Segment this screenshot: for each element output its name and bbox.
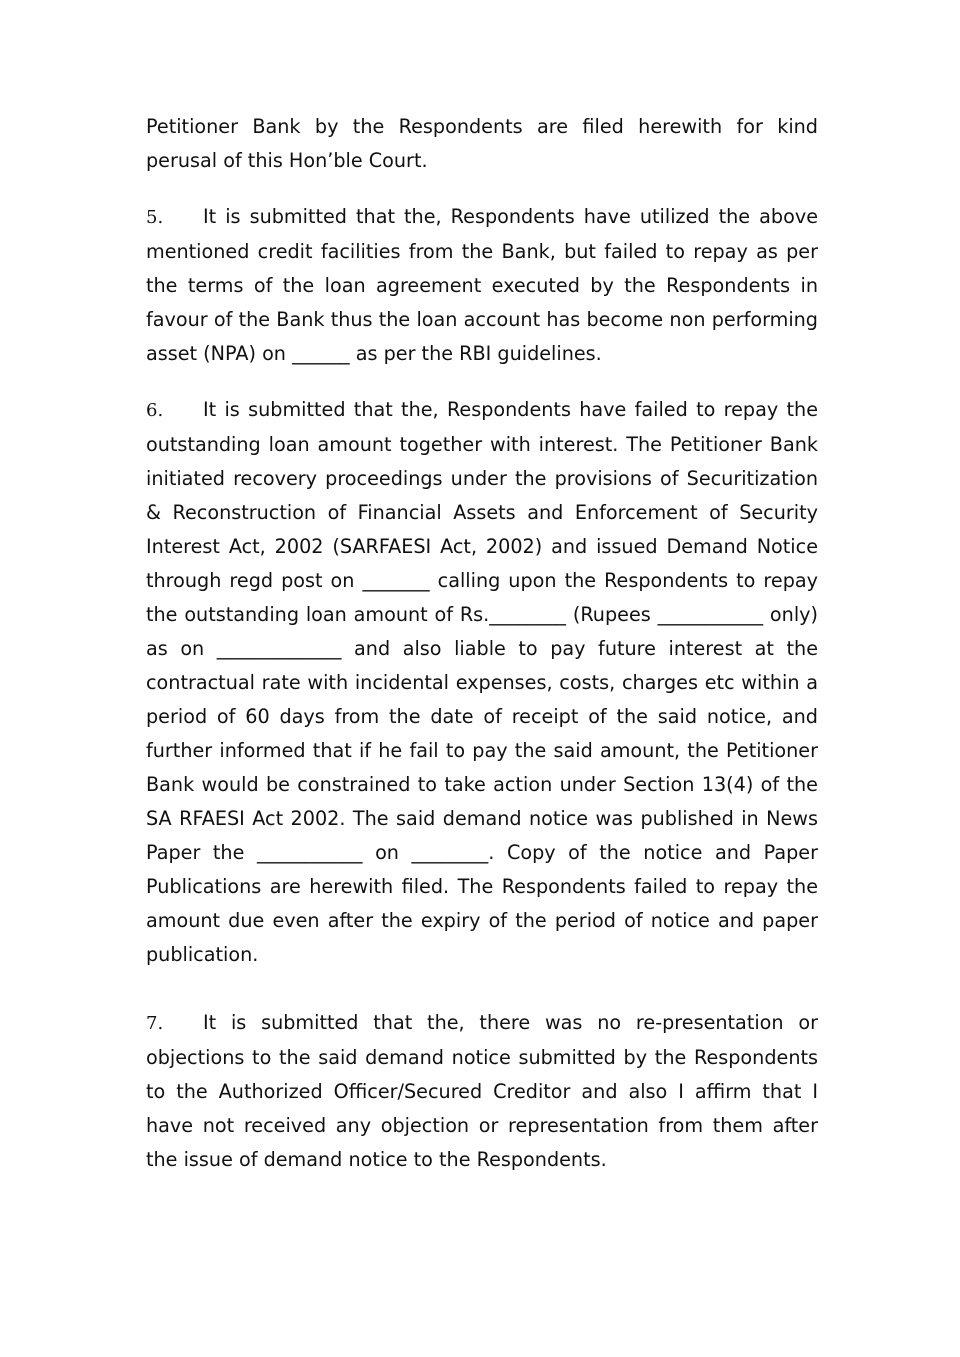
paragraph-text: It is submitted that the, Respondents have utilized the above mentioned credit facilities from the Bank, but failed to repay as per the terms of the loan agreement executed by the Respondents in favour of the Bank thus the loan account has become non performing asset (NPA) on ______ as per the RBI guidelines.	[146, 205, 818, 365]
paragraph-7	[146, 1006, 818, 1177]
paragraph-spacer	[146, 371, 818, 393]
paragraph-spacer	[146, 972, 818, 1006]
paragraph-number: 7.	[146, 1013, 164, 1034]
paragraph-text: It is submitted that the, there was no re-presentation or objections to the said demand notice submitted by the Respondents to the Authorized Officer/Secured Creditor and also I affirm that I have not received any objection or representation from them after the issue of demand notice to the Respondents.	[146, 1011, 818, 1171]
paragraph-spacer	[146, 178, 818, 200]
document-body	[146, 110, 818, 1177]
continued-paragraph: Petitioner Bank by the Respondents are filed herewith for kind perusal of this Hon’ble Court.	[146, 115, 818, 172]
paragraph-number: 6.	[146, 400, 164, 421]
paragraph-number: 5.	[146, 207, 164, 228]
paragraph-text: It is submitted that the, Respondents have failed to repay the outstanding loan amount together with interest. The Petitioner Bank initiated recovery proceedings under the provisions of Securitization & Reconstruction of Financial Assets and Enforcement of Security Interest Act, 2002 (SARFAESI Act, 2002) and issued Demand Notice through regd post on _______ calling upon the Respondents to repay the outstanding loan amount of Rs.________ (Rupees ___________ only) as on _____________ and also liable to pay future interest at the contractual rate with incidental expenses, costs, charges etc within a period of 60 days from the date of receipt of the said notice, and further informed that if he fail to pay the said amount, the Petitioner Bank would be constrained to take action under Section 13(4) of the SA RFAESI Act 2002. The said demand notice was published in News Paper the ___________ on ________. Copy of the notice and Paper Publications are herewith filed. The Respondents failed to repay the amount due even after the expiry of the period of notice and paper publication.	[146, 398, 818, 966]
paragraph-5	[146, 200, 818, 371]
paragraph-6	[146, 393, 818, 972]
